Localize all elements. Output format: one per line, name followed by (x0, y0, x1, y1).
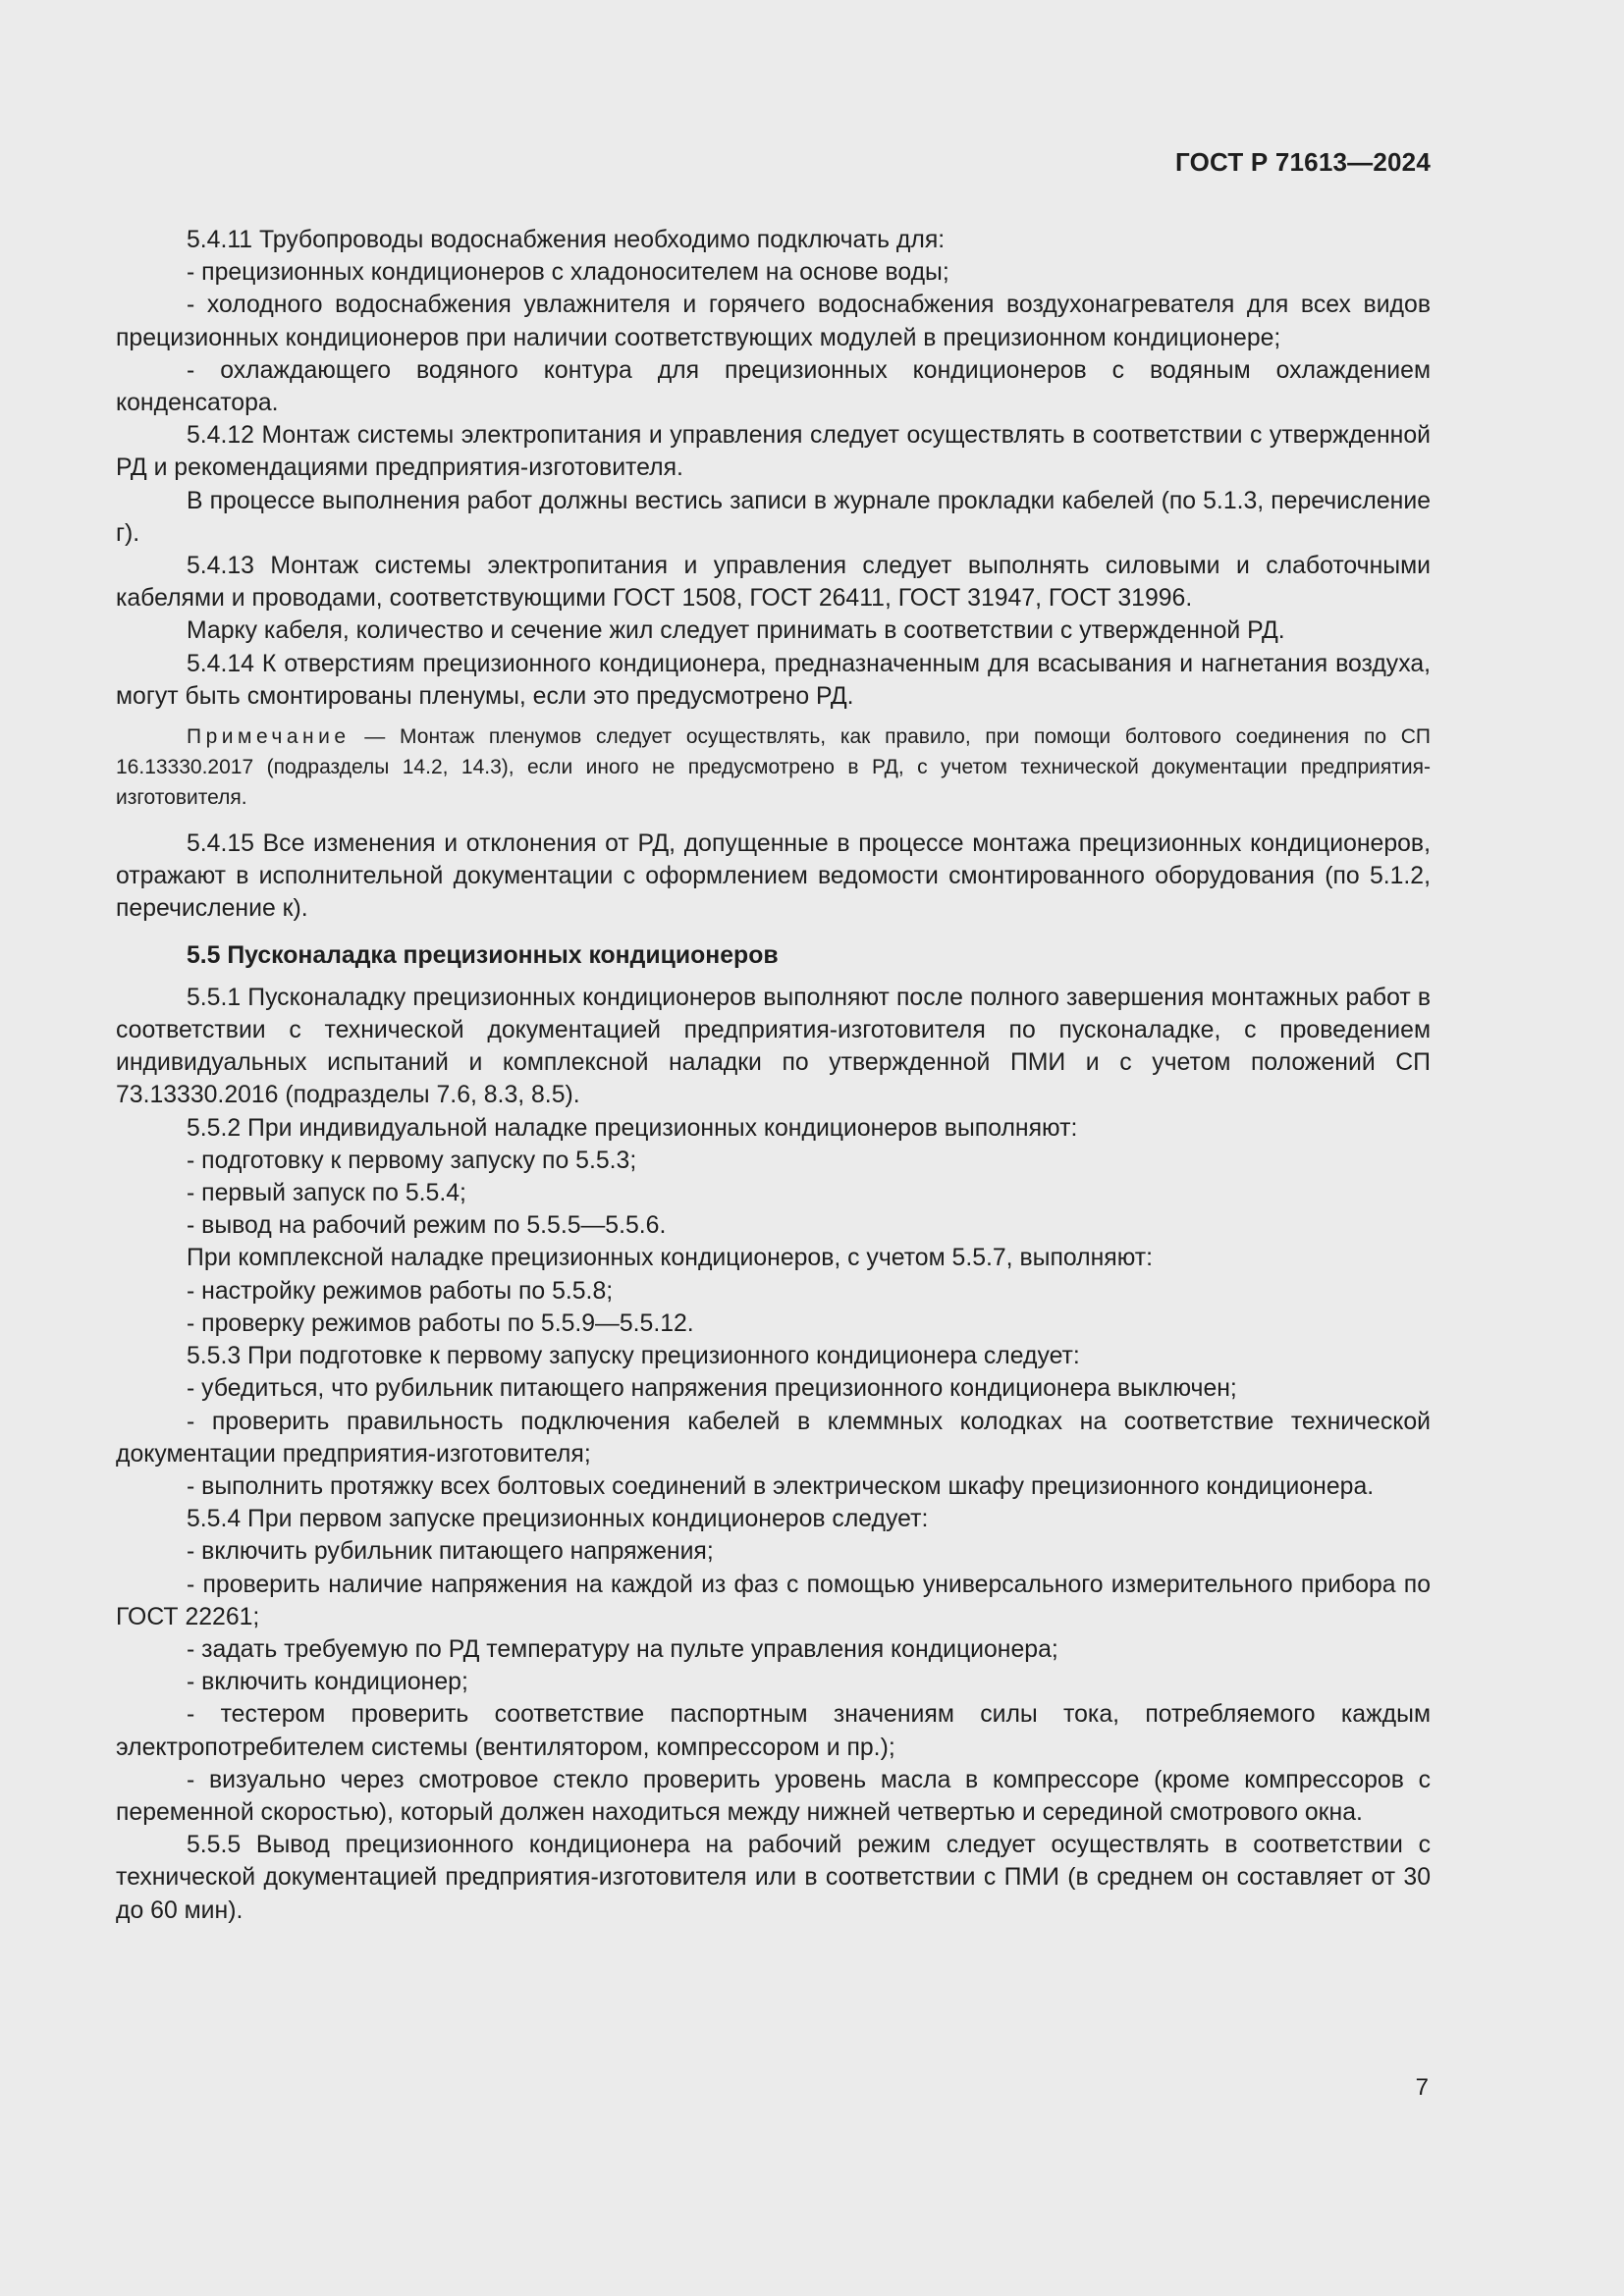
note-label: Примечание (187, 725, 351, 749)
clause-5-5-5: 5.5.5 Вывод прецизионного кондиционера на рабочий режим следует осуществлять в соответствии с технической документацией предприятия-изготовителя или в соответствии с ПМИ (в среднем он составляет от 30 до 60 мин). (116, 1832, 1431, 1924)
paragraph: Марку кабеля, количество и сечение жил следует принимать в соответствии с утвержденной РД. (187, 617, 1285, 645)
list-item: - проверку режимов работы по 5.5.9—5.5.12. (187, 1309, 694, 1337)
clause-5-5-4: 5.5.4 При первом запуске прецизионных кондиционеров следует: (187, 1506, 929, 1533)
list-item: - настройку режимов работы по 5.5.8; (187, 1277, 614, 1305)
list-item: - вывод на рабочий режим по 5.5.5—5.5.6. (187, 1212, 667, 1240)
clause-5-5-1: 5.5.1 Пусконаладку прецизионных кондиционеров выполняют после полного завершения монтажных работ в соответствии с технической документацией предприятия-изготовителя по пусконаладке, с проведением индивидуальных испытаний и комплексной наладки по утвержденной ПМИ и с учетом положений СП 73.13330.2016 (подразделы 7.6, 8.3, 8.5). (116, 984, 1431, 1109)
list-item: - холодного водоснабжения увлажнителя и горячего водоснабжения воздухонагревателя для всех видов прецизионных кондиционеров при наличии соответствующих модулей в прецизионном кондиционере; (116, 292, 1431, 351)
paragraph: В процессе выполнения работ должны вестись записи в журнале прокладки кабелей (по 5.1.3, перечисление г). (116, 487, 1431, 547)
list-item: - задать требуемую по РД температуру на пульте управления кондиционера; (187, 1635, 1058, 1663)
list-item: - убедиться, что рубильник питающего напряжения прецизионного кондиционера выключен; (187, 1375, 1237, 1403)
document-code: ГОСТ Р 71613—2024 (1175, 147, 1431, 177)
note (116, 721, 1431, 813)
clause-5-4-15: 5.4.15 Все изменения и отклонения от РД, допущенные в процессе монтажа прецизионных кондиционеров, отражают в исполнительной документации с оформлением ведомости смонтированного оборудования (по 5.1.2, перечисление к). (116, 830, 1431, 923)
note-text: — Монтаж пленумов следует осуществлять, как правило, при помощи болтового соединения по СП 16.13330.2017 (подразделы 14.2, 14.3), если иного не предусмотрено в РД, с учетом технической документации предприятия-изготовителя. (116, 725, 1431, 810)
page-content (116, 224, 1431, 1927)
clause-5-4-12: 5.4.12 Монтаж системы электропитания и управления следует осуществлять в соответствии с утвержденной РД и рекомендациями предприятия-изготовителя. (116, 422, 1431, 482)
clause-5-5-3: 5.5.3 При подготовке к первому запуску прецизионного кондиционера следует: (187, 1343, 1080, 1370)
list-item: - включить рубильник питающего напряжения; (187, 1538, 714, 1566)
list-item: - подготовку к первому запуску по 5.5.3; (187, 1147, 637, 1174)
list-item: - включить кондиционер; (187, 1669, 468, 1696)
list-item: - прецизионных кондиционеров с хладоносителем на основе воды; (187, 259, 949, 287)
list-item: - выполнить протяжку всех болтовых соединений в электрическом шкафу прецизионного кондиционера. (187, 1472, 1375, 1500)
clause-5-4-14: 5.4.14 К отверстиям прецизионного кондиционера, предназначенным для всасывания и нагнетания воздуха, могут быть смонтированы пленумы, если это предусмотрено РД. (116, 650, 1431, 710)
list-item: - охлаждающего водяного контура для прецизионных кондиционеров с водяным охлаждением конденсатора. (116, 356, 1431, 417)
list-item: - первый запуск по 5.5.4; (187, 1180, 466, 1207)
list-item: - визуально через смотровое стекло проверить уровень масла в компрессоре (кроме компрессоров с переменной скоростью), который должен находиться между нижней четвертью и серединой смотрового окна. (116, 1766, 1431, 1826)
list-item: - тестером проверить соответствие паспортным значениям силы тока, потребляемого каждым электропотребителем системы (вентилятором, компрессором и пр.); (116, 1701, 1431, 1761)
list-item: - проверить правильность подключения кабелей в клеммных колодках на соответствие технической документации предприятия-изготовителя; (116, 1408, 1431, 1468)
paragraph: При комплексной наладке прецизионных кондиционеров, с учетом 5.5.7, выполняют: (187, 1245, 1154, 1272)
section-heading: 5.5 Пусконаладка прецизионных кондиционеров (187, 941, 779, 969)
clause-5-4-13: 5.4.13 Монтаж системы электропитания и управления следует выполнять силовыми и слаботочными кабелями и проводами, соответствующими ГОСТ 1508, ГОСТ 26411, ГОСТ 31947, ГОСТ 31996. (116, 553, 1431, 613)
list-item: - проверить наличие напряжения на каждой из фаз с помощью универсального измерительного прибора по ГОСТ 22261; (116, 1571, 1431, 1630)
clause-5-4-11: 5.4.11 Трубопроводы водоснабжения необходимо подключать для: (187, 227, 946, 253)
page-number: 7 (1415, 2074, 1429, 2101)
clause-5-5-2: 5.5.2 При индивидуальной наладке прецизионных кондиционеров выполняют: (187, 1114, 1078, 1142)
